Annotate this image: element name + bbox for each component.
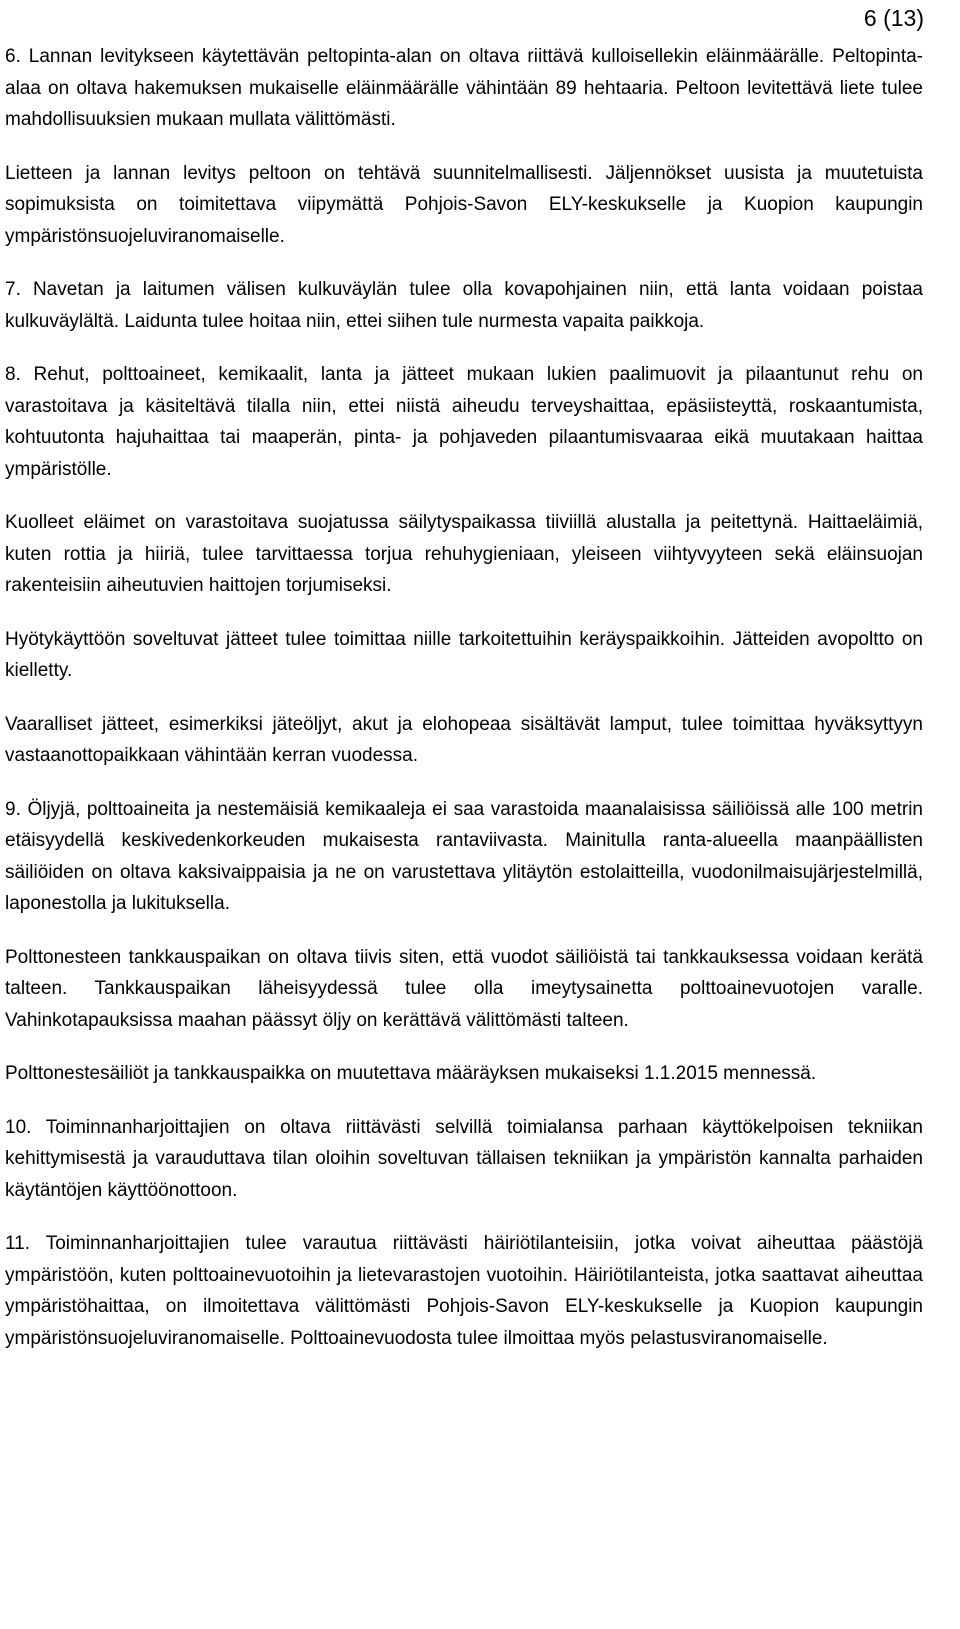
paragraph-spreading-plan: Lietteen ja lannan levitys peltoon on tehtävä suunnitelmallisesti. Jäljennökset uusista ja muutetuista sopimuksista on toimitettava viipymättä Pohjois-Savon ELY-keskukselle ja Kuopion kaupungin ympäristönsuojeluviranomaiselle. [5, 162, 923, 247]
paragraph-10-best-technique: 10. Toiminnanharjoittajien on oltava riittävästi selvillä toimialansa parhaan käyttökelpoisen tekniikan kehittymisestä ja varauduttava tilan oloihin soveltuvan tällaisen tekniikan ja ympäristön kannalta parhaiden käytäntöjen käyttöönottoon. [5, 1116, 923, 1201]
paragraph-recyclable-waste: Hyötykäyttöön soveltuvat jätteet tulee toimittaa niille tarkoitettuihin keräyspaikkoihin. Jätteiden avopoltto on kielletty. [5, 628, 923, 681]
paragraph-6-field-area: 6. Lannan levitykseen käytettävän peltopinta-alan on oltava riittävä kulloisellekin eläinmäärälle. Peltopinta-alaa on oltava hakemuksen mukaiselle eläinmäärälle vähintään 89 hehtaaria. Peltoon levitettävä liete tulee mahdollisuuksien mukaan mullata välittömästi. [5, 46, 923, 130]
paragraph-fuel-tanks-deadline: Polttonestesäiliöt ja tankkauspaikka on muutettava määräyksen mukaiseksi 1.1.2015 mennessä. [5, 1063, 817, 1084]
paragraph-dead-animals: Kuolleet eläimet on varastoitava suojatussa säilytyspaikassa tiiviillä alustalla ja peitettynä. Haittaeläimiä, kuten rottia ja hiiriä, tulee tarvittaessa torjua rehuhygieniaan, yleiseen viihtyvyyteen sekä eläinsuojan rakenteisiin aiheutuvien haittojen torjumiseksi. [5, 512, 923, 596]
paragraph-11-incidents: 11. Toiminnanharjoittajien tulee varautua riittävästi häiriötilanteisiin, jotka voivat aiheuttaa päästöjä ympäristöön, kuten polttoainevuotoihin ja lietevarastojen vuotoihin. Häiriötilanteista, jotka saattavat aiheuttaa ympäristöhaittaa, on ilmoitettava välittömästi Pohjois-Savon ELY-keskukselle ja Kuopion kaupungin ympäristönsuojeluviranomaiselle. Polttoainevuodosta tulee ilmoittaa myös pelastusviranomaiselle. [5, 1233, 923, 1349]
paragraph-9-oil-storage: 9. Öljyjä, polttoaineita ja nestemäisiä kemikaaleja ei saa varastoida maanalaisissa säiliöissä alle 100 metrin etäisyydellä keskivedenkorkeuden mukaisesta rantaviivasta. Mainitulla ranta-alueella maanpäällisten säiliöiden on oltava kaksivaippaisia ja ne on varustettava ylitäytön estolaitteilla, vuodonilmaisujärjestelmillä, laponestolla ja lukituksella. [5, 798, 923, 914]
paragraph-hazardous-waste: Vaaralliset jätteet, esimerkiksi jäteöljyt, akut ja elohopeaa sisältävät lamput, tulee toimittaa hyväksyttyyn vastaanottopaikkaan vähintään kerran vuodessa. [5, 713, 923, 766]
page-number: 6 (13) [863, 5, 924, 31]
paragraph-8-storage: 8. Rehut, polttoaineet, kemikaalit, lanta ja jätteet mukaan lukien paalimuovit ja pilaantunut rehu on varastoitava ja käsiteltävä tilalla niin, ettei niistä aiheudu terveyshaittaa, epäsiisteyttä, roskaantumista, kohtuutonta hajuhaittaa tai maaperän, pinta- ja pohjaveden pilaantumisvaaraa eikä muutakaan haittaa ympäristölle. [5, 364, 923, 480]
document-body [5, 41, 923, 1354]
paragraph-7-passageway: 7. Navetan ja laitumen välisen kulkuväylän tulee olla kovapohjainen niin, että lanta voidaan poistaa kulkuväylältä. Laidunta tulee hoitaa niin, ettei siihen tule nurmesta vapaita paikkoja. [5, 279, 923, 332]
paragraph-fuelling-site: Polttonesteen tankkauspaikan on oltava tiivis siten, että vuodot säiliöistä tai tankkauksessa voidaan kerätä talteen. Tankkauspaikan läheisyydessä tulee olla imeytysainetta polttoainevuotojen varalle. Vahinkotapauksissa maahan päässyt öljy on kerättävä välittömästi talteen. [5, 946, 923, 1031]
